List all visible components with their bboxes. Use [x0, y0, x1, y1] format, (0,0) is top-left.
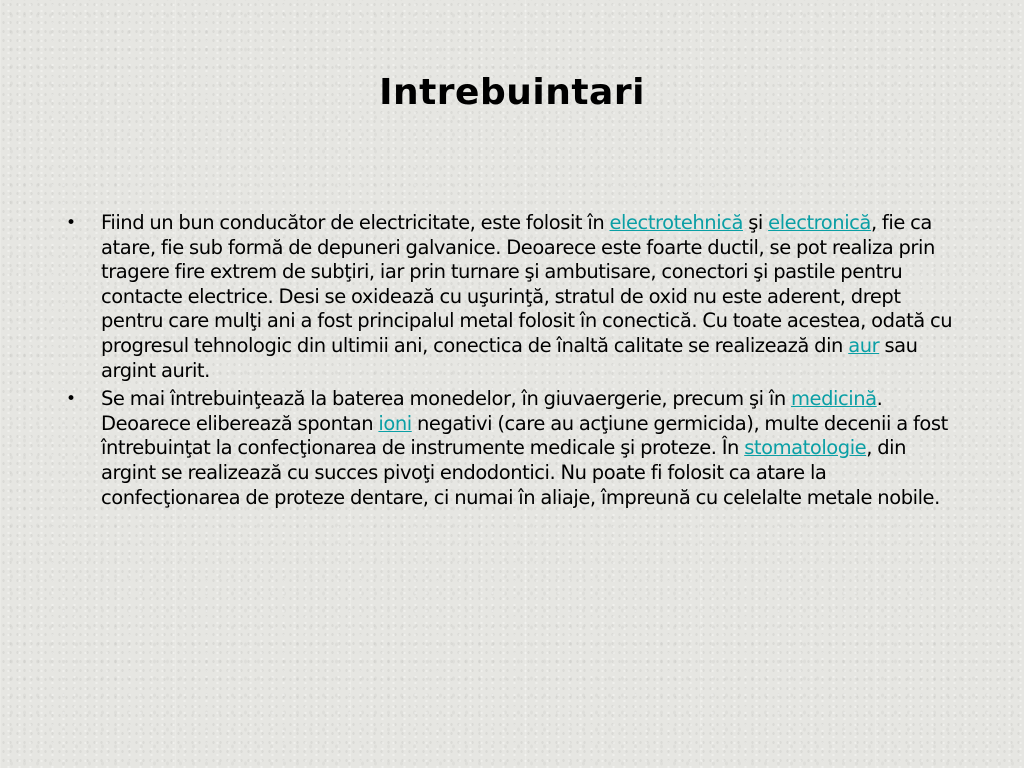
bullet-text: Fiind un bun conducător de electricitate, este folosit în [101, 211, 610, 234]
bullet-list [66, 211, 964, 510]
bullet-text: Se mai întrebuinţează la baterea monedelor, în giuvaergerie, precum şi în [101, 387, 792, 411]
bullet-text: şi [742, 211, 769, 234]
link-medicina[interactable]: medicină [791, 387, 877, 411]
bullet-item [66, 387, 964, 510]
bullet-marker: • [66, 213, 76, 233]
link-aur[interactable]: aur [848, 333, 880, 357]
bullet-text: , din argint se realizează cu succes pivoţi endodontici. Nu poate fi folosit ca atare la confecţionarea de proteze dentare, ci numai în aliaje, împreună cu celelalte metale nobile. [101, 436, 940, 509]
link-electronica[interactable]: electronică [768, 211, 871, 234]
bullet-marker: • [66, 389, 76, 410]
link-stomatologie[interactable]: stomatologie [744, 436, 867, 460]
slide-title: Intrebuintari [379, 72, 645, 113]
bullet-text: , fie ca atare, fie sub formă de depuneri galvanice. Deoarece este foarte ductil, se pot realiza prin tragere fire extrem de subţiri, iar prin turnare şi ambutisare, conectori şi pastile pentru contacte electrice. Desi se oxidează cu uşurinţă, stratul de oxid nu este aderent, drept pentru care mulţi ani a fost principalul metal folosit în conectică. Cu toate acestea, odată cu progresul tehnologic din ultimii ani, conectica de înaltă calitate se realizează din [101, 211, 953, 357]
link-ioni[interactable]: ioni [378, 411, 412, 435]
link-electrotehnica[interactable]: electrotehnică [609, 211, 743, 234]
bullet-text: sau argint aurit. [101, 333, 918, 382]
bullet-text: . Deoarece eliberează spontan [101, 387, 883, 435]
bullet-item [66, 211, 964, 383]
bullet-text: negativi (care au acţiune germicida), multe decenii a fost întrebuinţat la confecţionarea de instrumente medicale şi proteze. În [101, 411, 948, 460]
